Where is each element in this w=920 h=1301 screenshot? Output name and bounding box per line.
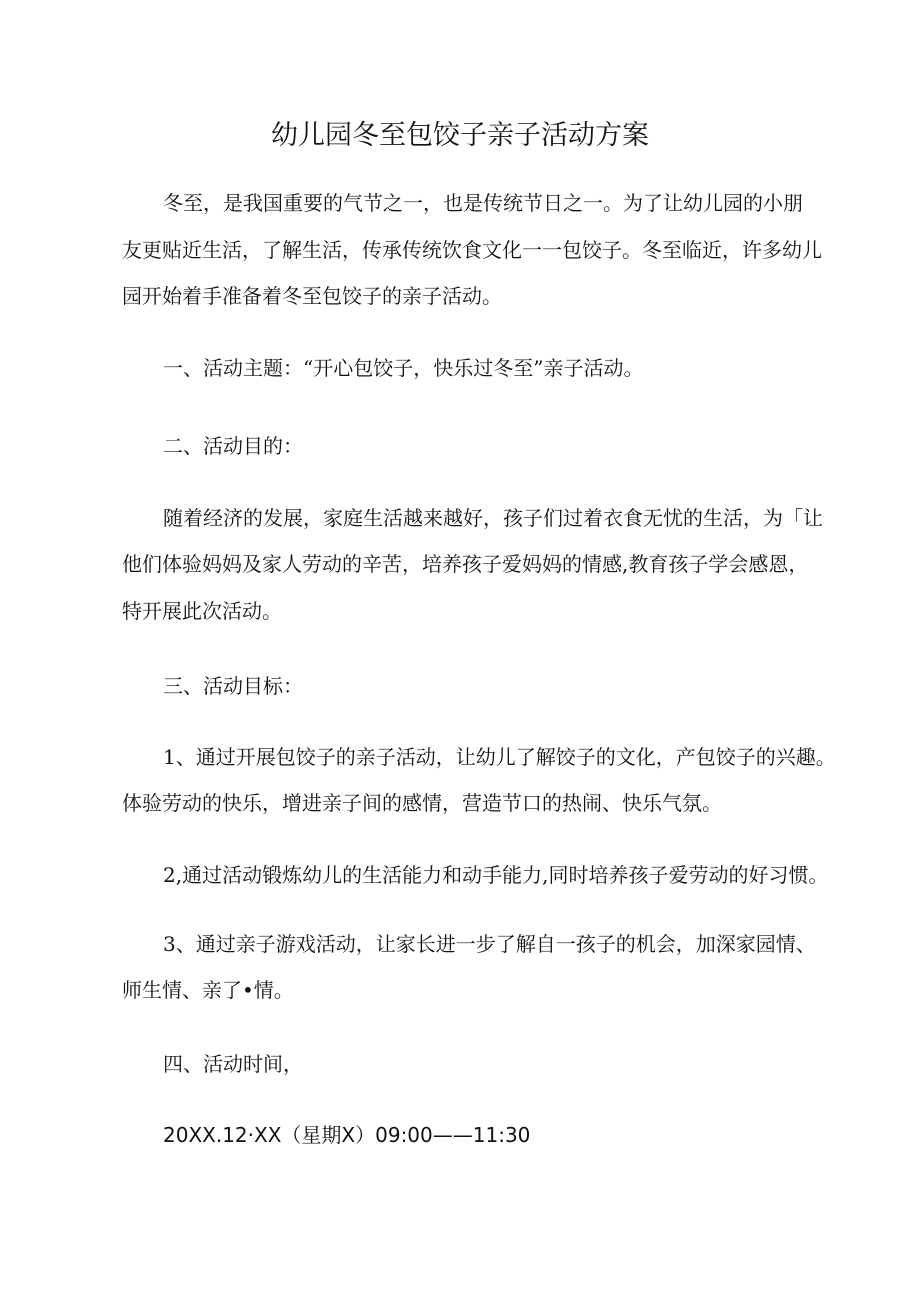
goal-item-3: 3、通过亲子游戏活动，让家长进一步了解自一孩子的机会，加深家园情、 (163, 932, 816, 956)
purpose-line: 随着经济的发展，家庭生活越来越好，孩子们过着衣食无忧的生活，为「让 (163, 506, 823, 530)
goal-item-2: 2,通过活动锻炼幼儿的生活能力和动手能力,同时培养孩子爱劳动的好习惯。 (163, 863, 829, 887)
intro-line: 冬至，是我国重要的气节之一，也是传统节日之一。为了让幼儿园的小朋 (163, 191, 803, 215)
section-heading-goals: 三、活动目标： (163, 674, 303, 698)
goal-item-1: 1、通过开展包饺子的亲子活动，让幼儿了解饺子的文化，产包饺子的兴趣。 (163, 745, 836, 769)
section-heading-theme: 一、活动主题：“开心包饺子，快乐过冬至”亲子活动。 (163, 356, 644, 380)
purpose-line: 特开展此次活动。 (122, 599, 282, 623)
intro-line: 友更贴近生活，了解生活，传承传统饮食文化一一包饺子。冬至临近，许多幼儿 (122, 238, 822, 262)
document-title: 幼儿园冬至包饺子亲子活动方案 (271, 120, 649, 151)
section-heading-purpose: 二、活动目的： (163, 434, 303, 458)
purpose-line: 他们体验妈妈及家人劳动的辛苦，培养孩子爱妈妈的情感,教育孩子学会感恩， (122, 552, 809, 576)
intro-line: 园开始着手准备着冬至包饺子的亲子活动。 (122, 284, 502, 308)
goal-item-3-cont: 师生情、亲了•情。 (122, 978, 294, 1002)
activity-time: 20XX.12·XX（星期X）09:00——11:30 (163, 1123, 531, 1147)
goal-item-1-cont: 体验劳动的快乐，增进亲子间的感情，营造节口的热闹、快乐气氛。 (122, 791, 722, 815)
section-heading-time: 四、活动时间， (163, 1052, 303, 1076)
